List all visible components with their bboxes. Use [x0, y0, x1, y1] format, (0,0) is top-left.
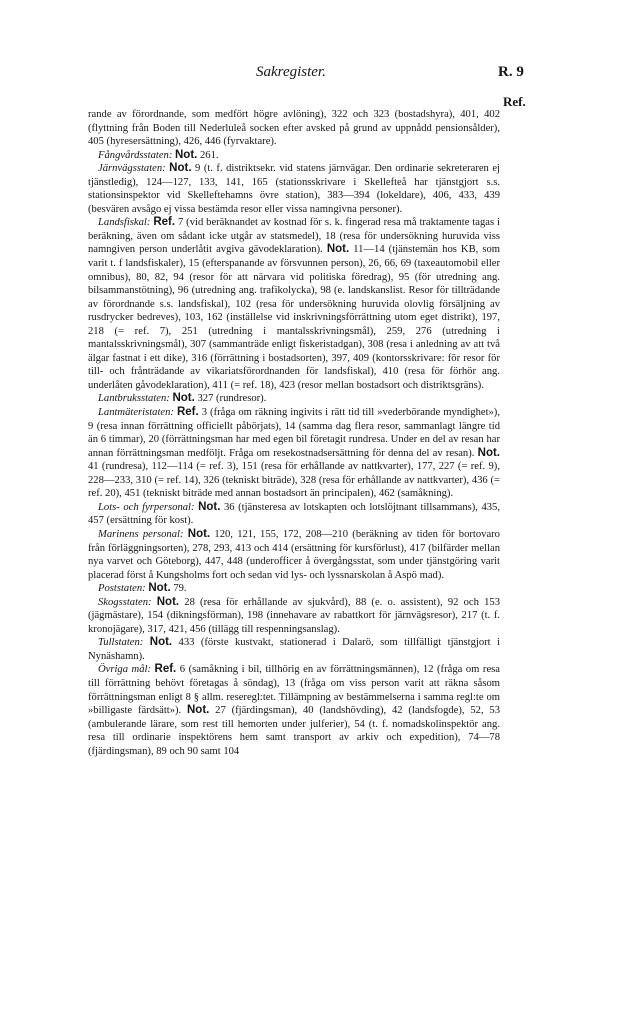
section-marker: Not. [156, 595, 180, 608]
register-entry [88, 636, 500, 663]
register-body [88, 108, 500, 758]
section-marker: Ref. [154, 663, 177, 676]
section-marker: Not. [149, 636, 173, 649]
entry-heading: Järnvägsstaten: [98, 163, 166, 175]
margin-label: Ref. [503, 94, 526, 109]
section-marker: Not. [175, 148, 198, 161]
page-number: R. 9 [498, 64, 524, 80]
entry-text: rande av förordnande, som medfört högre avlöning), 322 och 323 (bostadshyra), 401, 402 (flyttning från Boden till Nederluleå socken efter avsked på grund av uppnådd pensionsålder), 405 (hyresersättning), 426, 446 (fyrvaktare). [88, 109, 500, 148]
section-marker: Not. [187, 527, 211, 540]
register-entry [88, 149, 500, 163]
entry-text: 27 (fjärdingsman), 40 (landshövding), 42 (landsfogde), 52, 53 (ambulerande lärare, som rest till hemorten under julferier), 54 (t. f. nomadskolinspektör ang. resa till ordinarie inspektörens hem samt transport av arkiv och expedition), 74—78 (fjärdingsman), 89 och 90 samt 104 [88, 705, 501, 757]
entry-heading: Lots- och fyrpersonal: [98, 501, 195, 513]
entry-heading: Tullstaten: [98, 637, 144, 649]
entry-text: 11—14 (tjänstemän hos KB, som varit t. f landsfiskaler), 15 (efterspanande av försvunnen person), 26, 66, 69 (taxeautomobil eller omnibus), 80, 82, 94 (resor för att närvara vid politiska föredrag), 95 (för utredning ang. bilsammanstötning), 96 (utredning ang. trafikolycka), 98 (e. landskanslist. Resor för tillträdande av förordnande s.s. landsfiskal), 102 (resa för undersökning huruvida olovlig försäljning av rusdrycker bedreves), 103, 162 (inställelse vid inskrivningsförrättning utom eget distrikt), 197, 218 (= ref. 7), 251 (utredning i mantalsskrivningsmål), 259, 276 (utredning i mantalsskrivningsmål), 307 (sammanträde enligt fiskeristadgan), 308 (resa i anledning av att två älgar fastnat i ett dike), 316 (förrättning i bostadsorten), 397, 409 (kontorsskrivare: för resor för till- och frånträdande av vikariatsförordnanden för landsfiskal), 410 (resa för förhör ang. underlåten gåvodeklaration), 411 (= ref. 18), 423 (resor mellan bostadsort och distriktsgräns). [88, 244, 500, 391]
entry-heading: Marinens personal: [98, 528, 184, 540]
section-marker: Not. [198, 500, 221, 513]
entry-text: 261. [197, 149, 219, 161]
entry-heading: Landsfiskal: [98, 217, 151, 229]
entry-heading: Skogsstaten: [98, 596, 152, 608]
register-entry [88, 582, 500, 596]
section-marker: Not. [477, 446, 500, 459]
entry-text: 36 (tjänsteresa av lotskapten och lotslöjtnant tillsammans), 435, 457 (ersättning för kost). [88, 501, 500, 527]
entry-heading: Övriga mål: [98, 664, 151, 676]
register-entry [88, 108, 500, 149]
section-marker: Ref. [176, 406, 199, 419]
section-marker: Not. [187, 704, 210, 717]
entry-heading: Poststaten: [98, 583, 146, 595]
register-entry [88, 596, 500, 637]
entry-text: 433 (förste kustvakt, stationerad i Dalarö, som tillfälligt tjänstgjort i Nynäshamn). [88, 637, 500, 662]
running-title: Sakregister. [256, 64, 326, 80]
section-marker: Not. [148, 582, 171, 595]
section-marker: Not. [169, 162, 192, 175]
entry-text: 9 (t. f. distriktsekr. vid statens järnvägar. Den ordinarie sekreteraren ej tjänstledig), 124—127, 133, 141, 165 (stationsskrivare i Skellefteå har tjänstgjort s.s. stationsinspektor vid Skelleftehamns övre station), 383—394 (lokeldare), 406, 433, 439 (besvären avsågo ej vissa bestämda resor eller vissa namngivna personer). [88, 163, 500, 215]
register-entry [88, 406, 500, 501]
entry-text: 7 (vid beräknandet av kostnad för s. k. fingerad resa må traktamente tagas i beräkning, även om sådant icke utgår av statsmedel), 18 (resa för undersökning huruvida viss namngiven person underlåtit avgiva gävodeklaration). [88, 217, 500, 256]
register-entry [88, 162, 500, 216]
register-entry [88, 501, 500, 528]
entry-text: 120, 121, 155, 172, 208—210 (beräkning av tiden för bortovaro från förläggningsorten), 278, 293, 413 och 414 (ersättning för kursförlust), 417 (bilfärder mellan nya varvet och Göteborg), 447, 448 (underofficer å övergångsstat, som under tjänstgöring varit placerad först å Kungsholms fort och sedan vid lys- och lyssnarskolan å Aspö mad). [88, 528, 500, 581]
entry-text: 41 (rundresa), 112—114 (= ref. 3), 151 (resa för erhållande av nattkvarter), 177, 227 (= ref. 9), 228—233, 310 (= ref. 14), 326 (tekniskt biträde), 328 (resa för erhållande av nattkvarter), 436 (= ref. 20), 451 (tekniskt biträde med annan bostadsort än principalen), 462 (samåkning). [88, 461, 500, 500]
register-entry [88, 392, 500, 406]
entry-heading: Fångvårdsstaten: [98, 149, 173, 161]
entry-text: 3 (fråga om räkning ingivits i rätt tid till »vederbörande myndighet»), 9 (resa innan förrättning officiellt påbörjats), 14 (samma dag flera resor, sammanlagt längre tid än 6 timmar), 20 (förrättningsman har med egen bil företagit rundresa. Under en del av resan har annan förrättningsman medföljt. Fråga om resekostnadsersättning för denna del av resan). [88, 407, 500, 459]
section-marker: Not. [172, 392, 195, 405]
section-marker: Ref. [153, 216, 176, 229]
register-entry [88, 528, 500, 582]
register-entry [88, 663, 500, 758]
entry-heading: Lantbruksstaten: [98, 393, 170, 405]
page-header [0, 62, 624, 86]
register-entry [88, 216, 500, 392]
entry-text: 327 (rundresor). [194, 393, 267, 405]
entry-text: 79. [170, 583, 187, 595]
entry-text: 6 (samåkning i bil, tillhörig en av förrättningsmännen), 12 (fråga om resa till förrättning behövt företagas å söndag), 13 (fråga om viss person varit att räkna såsom förrättningsman enligt 8 § allm. reseregl:tet. Tillämpning av bestämmelserna i samma regl:te om »billigaste färdsätt»). [88, 664, 500, 717]
section-marker: Not. [326, 243, 350, 256]
entry-heading: Lantmäteristaten: [98, 407, 174, 419]
entry-text: 28 (resa för erhållande av sjukvård), 88 (e. o. assistent), 92 och 153 (jägmästare), 154 (dikningsförman), 198 (innehavare av rabattkort för järnvägsresor), 217 (t. f. kronojägare), 317, 421, 456 (tillägg till respenningsanslag). [88, 596, 500, 635]
